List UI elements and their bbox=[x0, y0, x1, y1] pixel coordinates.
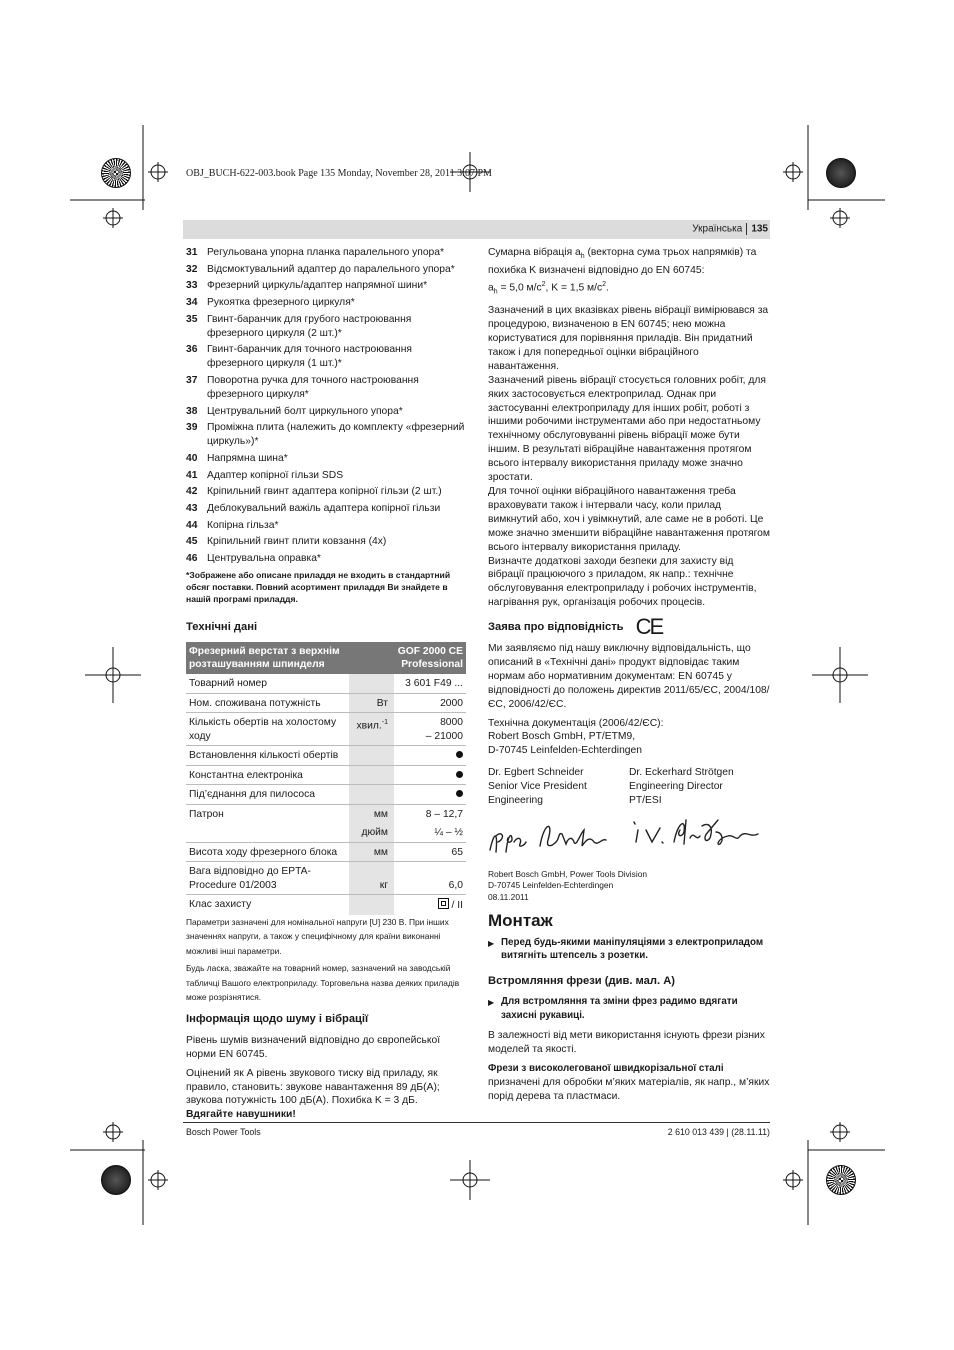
value-line-2: – 21000 bbox=[425, 730, 463, 742]
feature-dot-icon bbox=[456, 751, 463, 758]
row-unit bbox=[349, 713, 394, 746]
tech-doc-line-2: Robert Bosch GmbH, PT/ETM9, bbox=[488, 731, 636, 743]
list-item bbox=[186, 485, 466, 499]
vibration-paragraph-4: Для точної оцінки вібраційного навантаження треба враховувати також і інтервали часу, коли прилад вимкнутий або, хоч і увімкнутий, але саме не в роботі. Це може значно зменшити вібраційне навантаження протягом всього інтервалу використання приладу. bbox=[488, 486, 770, 553]
part-description: Копірна гільза* bbox=[207, 519, 279, 531]
table-row bbox=[186, 765, 466, 785]
value-line-1: 8000 bbox=[440, 717, 463, 729]
part-description: Напрямна шина* bbox=[207, 452, 288, 464]
ce-mark-icon: CE bbox=[635, 614, 663, 640]
part-number: 43 bbox=[186, 503, 198, 515]
part-number: 31 bbox=[186, 247, 198, 258]
part-description: Фрезерний циркуль/адаптер напрямної шини* bbox=[207, 280, 428, 292]
table-row bbox=[186, 713, 466, 746]
registration-rosette-top-left bbox=[101, 158, 131, 188]
signatory-name: Dr. Eckerhard Strötgen bbox=[629, 767, 734, 779]
vib-sub-2: h bbox=[493, 288, 498, 296]
list-item bbox=[186, 263, 466, 277]
noise-heading: Інформація щодо шуму і вібрації bbox=[186, 1012, 369, 1025]
header-separator bbox=[746, 223, 747, 235]
row-unit: Вт bbox=[349, 693, 394, 713]
signatory-dept: PT/ESI bbox=[629, 795, 662, 807]
row-value bbox=[394, 765, 466, 785]
row-value: 8 – 12,7 bbox=[425, 808, 463, 820]
part-description: Центрувальна оправка* bbox=[207, 553, 321, 565]
vib-sub: h bbox=[580, 253, 585, 261]
sig-foot-line-1: Robert Bosch GmbH, Power Tools Division bbox=[488, 868, 648, 879]
tech-doc-line-3: D-70745 Leinfelden-Echterdingen bbox=[488, 745, 642, 757]
tech-doc-block bbox=[488, 717, 770, 759]
list-item bbox=[186, 519, 466, 533]
part-description: Центрувальний болт циркульного упора* bbox=[207, 405, 403, 417]
vibration-paragraph-3: Зазначений рівень вібрації стосується головних робіт, для яких застосовується електроприлад. Однак при застосуванні електроприладу для інших робіт, роботі з іншими робочими інструментами або при недостатньому технічному обслуговуванні рівень вібрації може бути іншим. В результаті вібраційне навантаження протягом всього інтервалу використання приладу може значно зростати. bbox=[488, 374, 766, 484]
part-description: Рукоятка фрезерного циркуля* bbox=[207, 297, 355, 309]
signatory-1 bbox=[488, 766, 629, 808]
page-number: 135 bbox=[751, 223, 768, 235]
signatories bbox=[488, 766, 770, 808]
list-item bbox=[186, 343, 466, 371]
part-number: 39 bbox=[186, 422, 198, 434]
part-number: 35 bbox=[186, 313, 198, 325]
hss-bits-text: призначені для обробки м’яких матеріалів, як напр., м’яких порід дерева та пластмаси. bbox=[488, 1076, 770, 1102]
feature-dot-icon bbox=[456, 771, 463, 778]
table-row bbox=[186, 842, 466, 862]
row-value: 3 601 F49 ... bbox=[394, 674, 466, 693]
row-label: Вага відповідно до EPTA-Procedure 01/2003 bbox=[186, 862, 349, 895]
row-value bbox=[394, 785, 466, 805]
tech-note-voltage: Параметри зазначені для номінальної напруги [U] 230 В. При інших значеннях напруги, а також у специфічному для країни виконанні можливі інші параметри. bbox=[186, 916, 449, 956]
part-description: Проміжна плита (належить до комплекту «фрезерний циркуль»)* bbox=[207, 422, 465, 448]
arrow-bullet-icon: ▶ bbox=[488, 998, 495, 1008]
registration-rosette-bottom-left bbox=[101, 1165, 131, 1195]
registration-rosette-top-right bbox=[826, 158, 856, 188]
part-description: Кріпильний гвинт плити ковзання (4x) bbox=[207, 536, 387, 548]
signatory-dept: Engineering bbox=[488, 795, 543, 807]
vibration-paragraph-2: Зазначений в цих вказівках рівень вібрації вимірювався за процедурою, визначеною в EN 60745; нею можна користуватися для порівняння приладів. Він придатний також і для попередньої оцінки вібраційного навантаження. bbox=[488, 305, 769, 372]
vib-text-d: = 5,0 м/с bbox=[497, 282, 542, 294]
row-value: 2000 bbox=[394, 693, 466, 713]
part-description: Деблокувальний важіль адаптера копірної гільзи bbox=[207, 503, 441, 515]
insert-bit-heading: Встромляння фрези (див. мал. А) bbox=[488, 975, 676, 988]
row-label: Товарний номер bbox=[186, 674, 349, 693]
table-row bbox=[186, 823, 466, 842]
tech-doc-line-1: Технічна документація (2006/42/ЄС): bbox=[488, 717, 664, 729]
conformity-paragraph: Ми заявляємо під нашу виключну відповідальність, що описаний в «Технічні дані» продукт відповідає таким нормам або нормативним документам: EN 60745 у відповідності до положень директив 2011/65/ЄС, 2004/108/ЄС, 2006/42/ЄС. bbox=[488, 642, 770, 710]
part-description: Гвинт-баранчик для грубого настроювання фрезерного циркуля (2 шт.)* bbox=[207, 313, 412, 339]
vib-text-c: a bbox=[488, 282, 494, 294]
unit-text: хвил. bbox=[356, 720, 382, 732]
part-description: Кріпильний гвинт адаптера копірної гільзи (2 шт.) bbox=[207, 486, 442, 498]
unit-superscript: -1 bbox=[381, 719, 388, 727]
part-number: 37 bbox=[186, 375, 198, 387]
arrow-bullet-icon: ▶ bbox=[488, 938, 495, 948]
row-label: Ном. споживана потужність bbox=[186, 693, 349, 713]
part-description: Адаптер копірної гільзи SDS bbox=[207, 469, 344, 481]
row-unit bbox=[349, 785, 394, 805]
page-language-label bbox=[692, 223, 768, 235]
row-unit: кг bbox=[349, 862, 394, 895]
vib-text-e: , K = 1,5 м/с bbox=[545, 282, 603, 294]
vib-text-b: (векторна сума трьох напрямків) та похибка K визначені відповідно до EN 60745: bbox=[488, 247, 757, 276]
table-header-model: GOF 2000 CE Professional bbox=[394, 642, 466, 674]
vib-sq-2: 2 bbox=[602, 280, 607, 288]
part-number: 32 bbox=[186, 263, 198, 275]
list-item bbox=[186, 552, 466, 566]
signatory-role: Engineering Director bbox=[629, 781, 723, 793]
signature-footer bbox=[488, 869, 770, 904]
gloves-warning-text: Для встромляння та зміни фрез радимо вдягати захисні рукавиці. bbox=[501, 996, 738, 1022]
list-item bbox=[186, 313, 466, 341]
signatory-role: Senior Vice President bbox=[488, 781, 587, 793]
book-header-line: OBJ_BUCH-622-003.book Page 135 Monday, November 28, 2011 3:07 PM bbox=[186, 168, 492, 179]
part-number: 44 bbox=[186, 519, 198, 531]
row-value bbox=[394, 895, 466, 915]
part-number: 38 bbox=[186, 405, 198, 417]
noise-warning: Вдягайте навушники! bbox=[186, 1109, 296, 1121]
row-value: ¼ – ½ bbox=[394, 823, 466, 842]
protection-class-value: / II bbox=[451, 900, 463, 912]
right-column bbox=[488, 246, 770, 1109]
row-unit bbox=[349, 765, 394, 785]
table-row bbox=[186, 804, 466, 823]
table-header-row bbox=[186, 642, 466, 674]
parts-footnote: *Зображене або описане приладдя не входить в стандартний обсяг поставки. Повний асортимент приладдя Ви знайдете в нашій програмі приладдя. bbox=[186, 569, 451, 605]
row-unit bbox=[349, 674, 394, 693]
part-number: 40 bbox=[186, 452, 198, 464]
left-column bbox=[186, 246, 466, 1127]
table-row bbox=[186, 746, 466, 766]
row-label: Клас захисту bbox=[189, 899, 252, 911]
handwritten-signatures bbox=[488, 812, 770, 862]
table-header-product: Фрезерний верстат з верхнім розташуванням шпинделя bbox=[186, 642, 394, 674]
part-number: 42 bbox=[186, 486, 198, 498]
feature-dot-icon bbox=[456, 790, 463, 797]
table-row bbox=[186, 674, 466, 693]
row-label: Кількість обертів на холостому ходу bbox=[186, 713, 349, 746]
footer-doc-number: 2 610 013 439 | (28.11.11) bbox=[667, 1127, 770, 1137]
footer-rule bbox=[183, 1122, 770, 1123]
row-unit bbox=[349, 746, 394, 766]
registration-rosette-bottom-right bbox=[826, 1165, 856, 1195]
list-item bbox=[186, 421, 466, 449]
signatory-2 bbox=[629, 766, 770, 808]
table-row bbox=[186, 895, 466, 915]
list-item bbox=[186, 502, 466, 516]
row-value bbox=[394, 746, 466, 766]
language-name: Українська bbox=[692, 223, 743, 235]
list-item bbox=[186, 535, 466, 549]
hss-bits-label: Фрези з високолегованої швидкорізальної сталі bbox=[488, 1062, 724, 1074]
row-unit: мм bbox=[349, 842, 394, 862]
protection-class-icon bbox=[438, 898, 449, 909]
vibration-paragraph-5: Визначте додаткові заходи безпеки для захисту від вібрації працюючого з приладом, як напр.: технічне обслуговування електроприладу і робочих інструментів, нагрівання рук, організація робочих процесів. bbox=[488, 555, 757, 609]
parts-list bbox=[186, 246, 466, 566]
signatory-name: Dr. Egbert Schneider bbox=[488, 767, 584, 779]
row-unit bbox=[349, 895, 394, 915]
table-row bbox=[186, 785, 466, 805]
tech-note-article: Будь ласка, зважайте на товарний номер, зазначений на заводській табличці Вашого електроприладу. Торговельна назва деяких приладів може розрізнятися. bbox=[186, 963, 460, 1003]
row-value bbox=[394, 713, 466, 746]
gloves-warning bbox=[488, 995, 770, 1023]
list-item bbox=[186, 279, 466, 293]
assembly-heading: Монтаж bbox=[488, 910, 553, 930]
part-description: Регульована упорна планка паралельного упора* bbox=[207, 247, 445, 258]
table-row bbox=[186, 862, 466, 895]
assembly-warning-text: Перед будь-якими маніпуляціями з електроприладом витягніть штепсель з розетки. bbox=[501, 936, 764, 962]
part-number: 34 bbox=[186, 297, 198, 309]
sig-foot-line-2: D-70745 Leinfelden-Echterdingen bbox=[488, 880, 614, 891]
part-number: 33 bbox=[186, 280, 198, 292]
tech-data-table bbox=[186, 642, 466, 915]
part-description: Гвинт-баранчик для точного настроювання фрезерного циркуля (1 шт.)* bbox=[207, 344, 412, 370]
header-bar bbox=[183, 220, 770, 239]
assembly-paragraph-1: В залежності від мети використання існують фрези різних моделей та якості. bbox=[488, 1030, 765, 1055]
list-item bbox=[186, 452, 466, 466]
list-item bbox=[186, 469, 466, 483]
tech-data-heading: Технічні дані bbox=[186, 621, 258, 634]
row-label: Патрон bbox=[189, 808, 224, 820]
row-value: 65 bbox=[394, 842, 466, 862]
vib-sq-1: 2 bbox=[541, 280, 546, 288]
part-number: 36 bbox=[186, 344, 198, 356]
part-number: 45 bbox=[186, 536, 198, 548]
part-number: 41 bbox=[186, 469, 198, 481]
part-description: Поворотна ручка для точного настроювання фрезерного циркуля* bbox=[207, 375, 419, 400]
row-label: Константна електроніка bbox=[186, 765, 349, 785]
noise-paragraph-1: Рівень шумів визначений відповідно до європейської норми EN 60745. bbox=[186, 1034, 441, 1060]
row-unit: дюйм bbox=[349, 823, 394, 842]
list-item bbox=[186, 374, 466, 402]
assembly-warning bbox=[488, 936, 770, 964]
assembly-paragraph-2 bbox=[488, 1062, 770, 1104]
list-item bbox=[186, 246, 466, 260]
row-label: Висота ходу фрезерного блока bbox=[186, 842, 349, 862]
part-number: 46 bbox=[186, 553, 198, 565]
row-label bbox=[186, 823, 349, 842]
list-item bbox=[186, 405, 466, 419]
sig-foot-date: 08.11.2011 bbox=[488, 892, 529, 903]
vib-text-a: Сумарна вібрація a bbox=[488, 247, 581, 258]
row-unit: мм bbox=[349, 804, 394, 823]
row-value: 6,0 bbox=[394, 862, 466, 895]
vibration-paragraph-1: Сумарна вібрація $a_h$ (векторна сума трьох напрямків) та похибка K визначені відповідно до EN 60745: $a_h = 5,0$ $м/с^2$, K = 1,5 $м/с^2$. bbox=[488, 247, 757, 296]
list-item bbox=[186, 296, 466, 310]
conformity-title: Заява про відповідність bbox=[488, 621, 624, 634]
conformity-heading bbox=[488, 614, 770, 640]
row-label: Встановлення кількості обертів bbox=[186, 746, 349, 766]
footer-brand: Bosch Power Tools bbox=[186, 1127, 261, 1137]
table-row bbox=[186, 693, 466, 713]
row-label: Під’єднання для пилососа bbox=[186, 785, 349, 805]
part-description: Відсмоктувальний адаптер до паралельного упора* bbox=[207, 263, 455, 275]
noise-paragraph-2: Оцінений як А рівень звукового тиску від приладу, як правило, становить: звукове навантаження 89 дБ(А); звукова потужність 100 дБ(А). Похибка K = 3 дБ. bbox=[186, 1067, 440, 1107]
